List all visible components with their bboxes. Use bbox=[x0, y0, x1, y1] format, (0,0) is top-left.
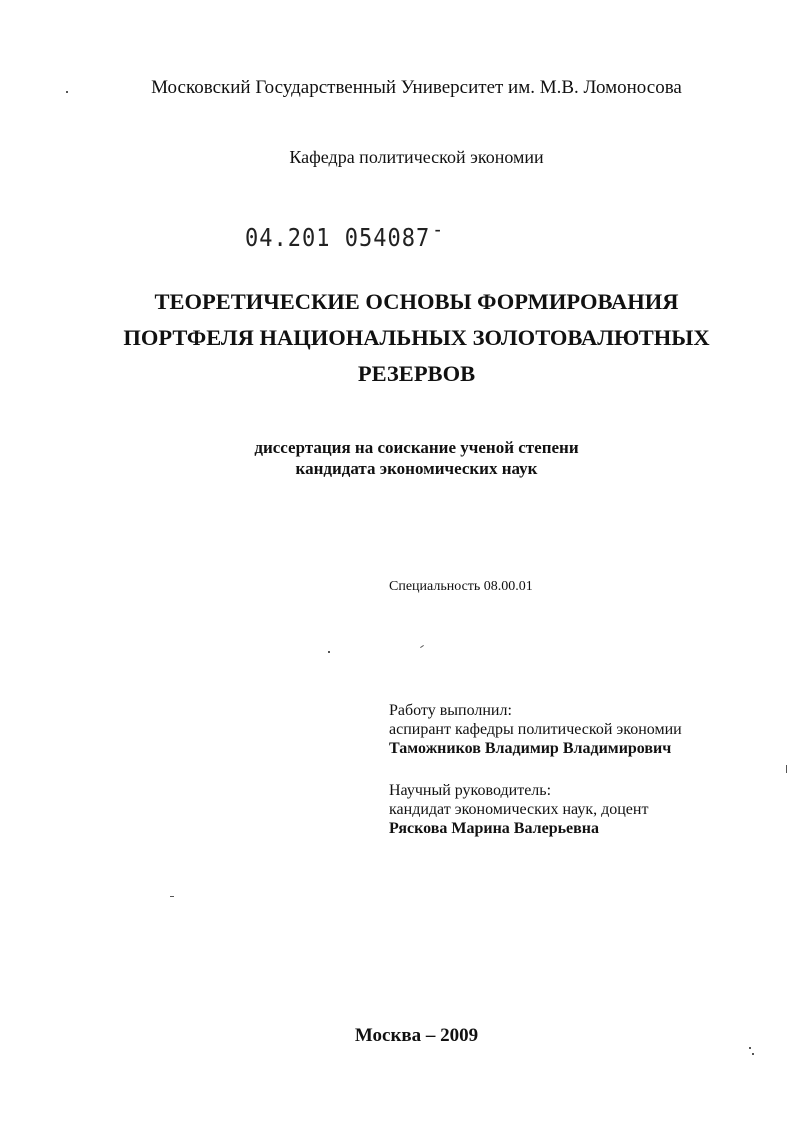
title-line: ПОРТФЕЛЯ НАЦИОНАЛЬНЫХ ЗОЛОТОВАЛЮТНЫХ bbox=[123, 325, 710, 350]
scan-speck bbox=[66, 91, 68, 93]
author-block bbox=[389, 701, 682, 758]
scan-speck bbox=[749, 1047, 751, 1049]
stamp-code: 04.201 054087 bbox=[245, 224, 431, 253]
scan-speck bbox=[170, 896, 174, 897]
subtitle-line: кандидата экономических наук bbox=[295, 459, 538, 478]
advisor-position: кандидат экономических наук, доцент bbox=[389, 801, 649, 818]
advisor-name: Ряскова Марина Валерьевна bbox=[389, 820, 600, 837]
advisor-label: Научный руководитель: bbox=[389, 782, 552, 799]
department-name: Кафедра политической экономии bbox=[289, 147, 544, 167]
city-year: Москва – 2009 bbox=[354, 1025, 479, 1046]
title-line: ТЕОРЕТИЧЕСКИЕ ОСНОВЫ ФОРМИРОВАНИЯ bbox=[154, 289, 679, 314]
subtitle-line: диссертация на соискание ученой степени bbox=[254, 438, 579, 457]
specialty-code: Специальность 08.00.01 bbox=[389, 579, 533, 594]
author-label: Работу выполнил: bbox=[389, 702, 512, 719]
university-name: Московский Государственный Университет им. М.В. Ломоносова bbox=[151, 77, 682, 98]
dissertation-title bbox=[20, 284, 793, 392]
author-position: аспирант кафедры политической экономии bbox=[389, 721, 682, 738]
title-line: РЕЗЕРВОВ bbox=[357, 361, 476, 386]
scan-speck bbox=[328, 651, 330, 653]
advisor-block bbox=[389, 781, 648, 838]
stamp-mark: - bbox=[432, 218, 445, 243]
author-name: Таможников Владимир Владимирович bbox=[389, 740, 672, 757]
scan-speck bbox=[420, 645, 424, 648]
scan-speck bbox=[786, 765, 787, 773]
degree-description bbox=[20, 437, 793, 479]
library-stamp bbox=[245, 218, 444, 253]
scan-speck bbox=[752, 1053, 754, 1055]
